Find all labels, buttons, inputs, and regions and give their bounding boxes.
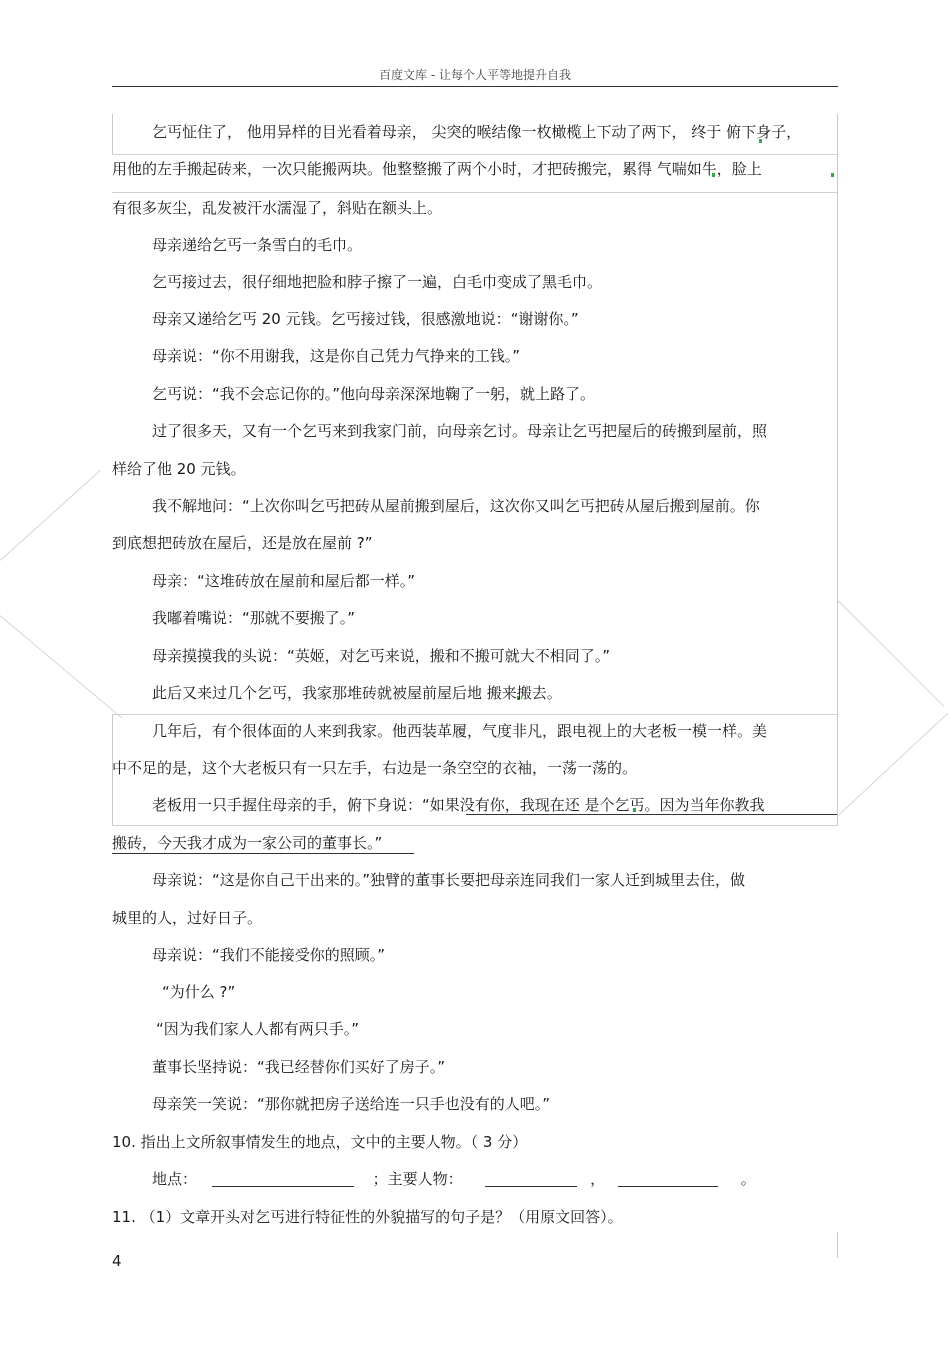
question-10: 10. 指出上文所叙事情发生的地点，文中的主要人物。（ 3 分）: [112, 1133, 528, 1151]
page-number: 4: [112, 1252, 122, 1270]
paragraph-line: 样给了他 20 元钱。: [112, 460, 246, 478]
paragraph-line: “为什么 ?”: [162, 983, 236, 1001]
paragraph-line: 乞丐说：“我不会忘记你的。”他向母亲深深地鞠了一躬，就上路了。: [152, 385, 596, 403]
paragraph-line: 城里的人，过好日子。: [112, 909, 263, 927]
character-blank-2[interactable]: [618, 1170, 718, 1187]
decor-line: [838, 713, 948, 816]
characters-label: ；主要人物：: [372, 1170, 463, 1188]
header-rule: [112, 86, 838, 87]
paragraph-line: 母亲摸摸我的头说：“英姬，对乞丐来说，搬和不搬可就大不相同了。”: [152, 647, 611, 665]
frame-right: [837, 1232, 838, 1258]
paragraph-line: 到底想把砖放在屋后，还是放在屋前 ?”: [112, 534, 373, 552]
paragraph-line: “因为我们家人人都有两只手。”: [156, 1020, 360, 1038]
paragraph-line: 老板用一只手握住母亲的手，俯下身说：“如果没有你，我现在还 是个乞丐。因为当年你教我: [152, 796, 765, 814]
question-11: 11. （1）文章开头对乞丐进行特征性的外貌描写的句子是？（用原文回答）。: [112, 1208, 623, 1226]
paragraph-line: 此后又来过几个乞丐，我家那堆砖就被屋前屋后地 搬来搬去。: [152, 684, 562, 702]
decor-line: [0, 470, 101, 561]
decor-line: [837, 600, 944, 707]
paragraph-line: 中不足的是，这个大老板只有一只左手，右边是一条空空的衣袖，一荡一荡的。: [112, 759, 638, 777]
paragraph-line: 母亲：“这堆砖放在屋前和屋后都一样。”: [152, 572, 416, 590]
place-blank[interactable]: [212, 1170, 354, 1187]
paragraph-line: 母亲说：“你不用谢我，这是你自己凭力气挣来的工钱。”: [152, 347, 521, 365]
character-blank-1[interactable]: [485, 1170, 577, 1187]
paragraph-line: 我嘟着嘴说：“那就不要搬了。”: [152, 609, 356, 627]
paragraph-line: 乞丐接过去，很仔细地把脸和脖子擦了一遍，白毛巾变成了黑毛巾。: [152, 273, 603, 291]
paragraph-line: 母亲说：“这是你自己干出来的。”独臂的董事长要把母亲连同我们一家人迁到城里去住，做: [152, 871, 746, 889]
place-label: 地点：: [152, 1170, 198, 1188]
paragraph-line: 乞丐怔住了， 他用异样的目光看着母亲， 尖突的喉结像一枚橄榄上下动了两下， 终于 俯下身子，: [152, 123, 802, 141]
sentence-end: 。: [740, 1170, 756, 1188]
paragraph-line: 董事长坚持说：“我已经替你们买好了房子。”: [152, 1058, 446, 1076]
paragraph-line: 母亲递给乞丐一条雪白的毛巾。: [152, 236, 363, 254]
frame-rule: [112, 825, 838, 826]
paragraph-line: 母亲笑一笑说：“那你就把房子送给连一只手也没有的人吧。”: [152, 1095, 551, 1113]
frame-rule: [112, 714, 838, 715]
comma-separator: ，: [590, 1170, 606, 1188]
paragraph-line: 母亲说：“我们不能接受你的照顾。”: [152, 946, 386, 964]
page-header: 百度文库 - 让每个人平等地提升自我: [379, 68, 571, 82]
frame-rule: [112, 154, 838, 155]
frame-rule: [112, 192, 838, 193]
paragraph-line: 用他的左手搬起砖来，一次只能搬两块。他整整搬了两个小时，才把砖搬完，累得 气喘如牛，脸上: [112, 160, 762, 178]
paragraph-line: 搬砖，今天我才成为一家公司的董事长。”: [112, 834, 383, 852]
paragraph-line: 我不解地问：“上次你叫乞丐把砖从屋前搬到屋后，这次你又叫乞丐把砖从屋后搬到屋前。你: [152, 497, 760, 515]
question-10-answer-row: [112, 1168, 838, 1190]
paragraph-line: 几年后，有个很体面的人来到我家。他西装革履，气度非凡，跟电视上的大老板一模一样。美: [152, 722, 768, 740]
paragraph-line: 有很多灰尘，乱发被汗水濡湿了，斜贴在额头上。: [112, 199, 443, 217]
paragraph-line: 过了很多天，又有一个乞丐来到我家门前，向母亲乞讨。母亲让乞丐把屋后的砖搬到屋前，照: [152, 422, 768, 440]
paragraph-line: 母亲又递给乞丐 20 元钱。乞丐接过钱，很感激地说：“谢谢你。”: [152, 310, 579, 328]
decor-line: [0, 615, 123, 719]
